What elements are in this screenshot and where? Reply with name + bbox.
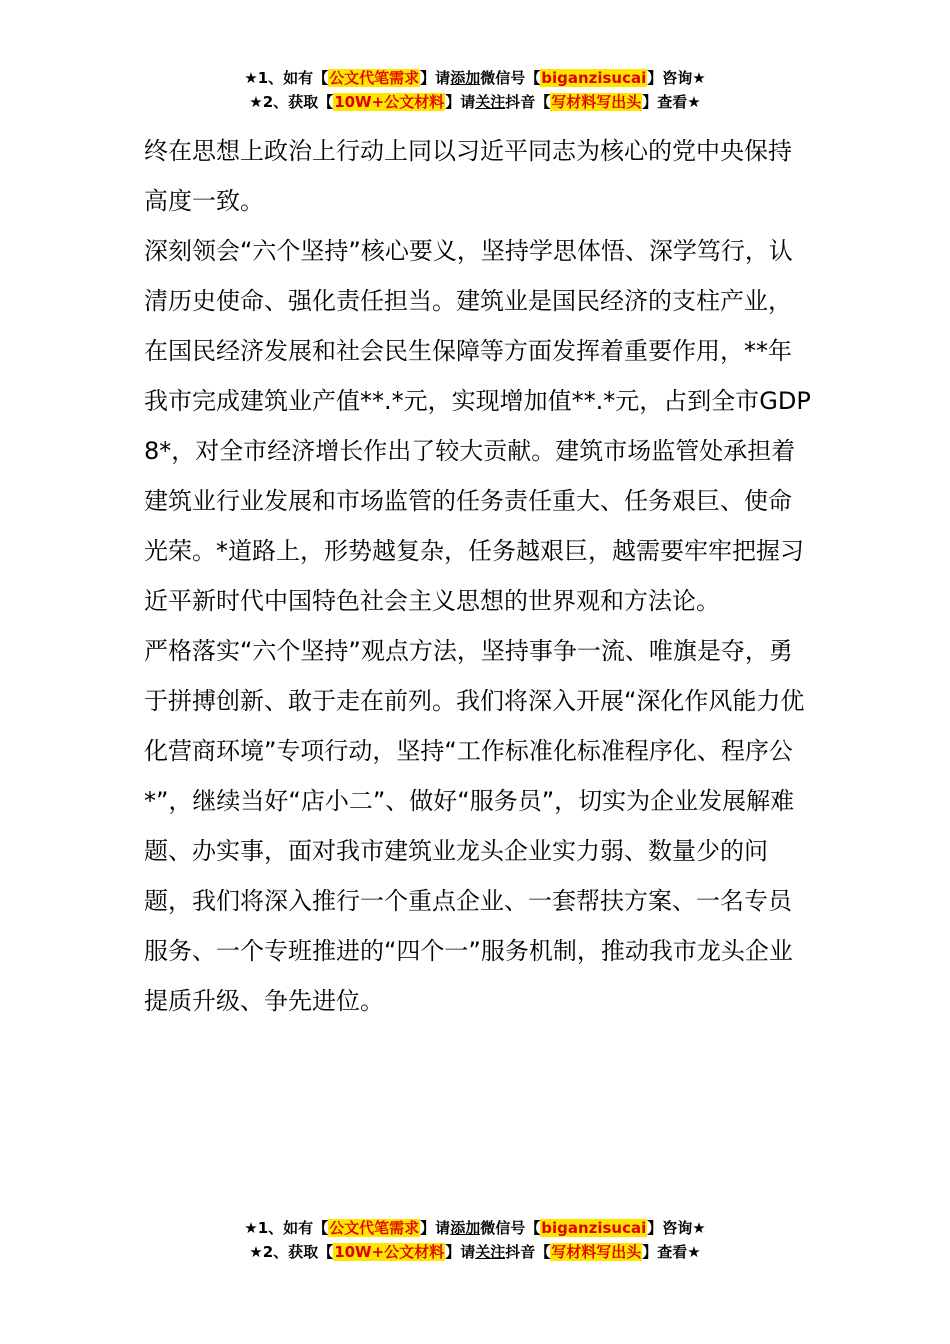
footer-banner: [0, 1216, 950, 1264]
paragraph-2: 深刻领会“六个坚持”核心要义，坚持学思体悟、深学笃行，认清历史使命、强化责任担当。建筑业是国民经济的支柱产业，在国民经济发展和社会民生保障等方面发挥着重要作用，**年我市完成建筑业产值**.*元，实现增加值**.*元，占到全市GDP8*，对全市经济增长作出了较大贡献。建筑市场监管处承担着建筑业行业发展和市场监管的任务责任重大、任务艰巨、使命光荣。*道路上，形势越复杂，任务越艰巨，越需要牢牢把握习近平新时代中国特色社会主义思想的世界观和方法论。: [144, 237, 811, 615]
paragraph-3: 严格落实“六个坚持”观点方法，坚持事争一流、唯旗是夺，勇于拼搏创新、敢于走在前列。我们将深入开展“深化作风能力优化营商环境”专项行动，坚持“工作标准化标准程序化、程序公*”，继续当好“店小二”、做好“服务员”，切实为企业发展解难题、办实事，面对我市建筑业龙头企业实力弱、数量少的问题，我们将深入推行一个重点企业、一套帮扶方案、一名专员服务、一个专班推进的“四个一”服务机制，推动我市龙头企业提质升级、争先进位。: [144, 637, 805, 1015]
banner-text: 微信号【: [480, 1219, 541, 1237]
banner-underlined-text: 关注: [475, 93, 506, 111]
banner-underlined-text: 添加: [450, 69, 481, 87]
banner-text: 微信号【: [480, 69, 541, 87]
banner-text: 抖音【: [505, 93, 551, 111]
highlight-douyin-account: 写材料写出头: [551, 93, 642, 111]
banner-text: 】请: [445, 93, 476, 111]
highlight-materials: 10W+公文材料: [334, 93, 445, 111]
banner-text: 】请: [445, 1243, 476, 1261]
banner-text: 】咨询★: [647, 1219, 706, 1237]
highlight-douyin-account: 写材料写出头: [551, 1243, 642, 1261]
banner-underlined-text: 添加: [450, 1219, 481, 1237]
banner-text: 】请: [420, 1219, 451, 1237]
banner-text: ★1、如有【: [244, 1219, 329, 1237]
banner-text: 】查看★: [642, 93, 701, 111]
banner-text: ★1、如有【: [244, 69, 329, 87]
highlight-wechat-id: biganzisucai: [541, 69, 647, 87]
banner-text: 抖音【: [505, 1243, 551, 1261]
banner-text: 】请: [420, 69, 451, 87]
highlight-service: 公文代笔需求: [329, 69, 420, 87]
banner-line-2: [0, 1240, 950, 1264]
banner-text: 】查看★: [642, 1243, 701, 1261]
banner-line-1: [0, 1216, 950, 1240]
banner-line-1: [0, 66, 950, 90]
banner-line-2: [0, 90, 950, 114]
banner-text: ★2、获取【: [249, 93, 334, 111]
banner-text: ★2、获取【: [249, 1243, 334, 1261]
banner-underlined-text: 关注: [475, 1243, 506, 1261]
highlight-service: 公文代笔需求: [329, 1219, 420, 1237]
paragraph-1: 终在思想上政治上行动上同以习近平同志为核心的党中央保持高度一致。: [144, 137, 792, 215]
document-body: [144, 126, 814, 1026]
header-banner: [0, 66, 950, 114]
banner-text: 】咨询★: [647, 69, 706, 87]
highlight-wechat-id: biganzisucai: [541, 1219, 647, 1237]
highlight-materials: 10W+公文材料: [334, 1243, 445, 1261]
